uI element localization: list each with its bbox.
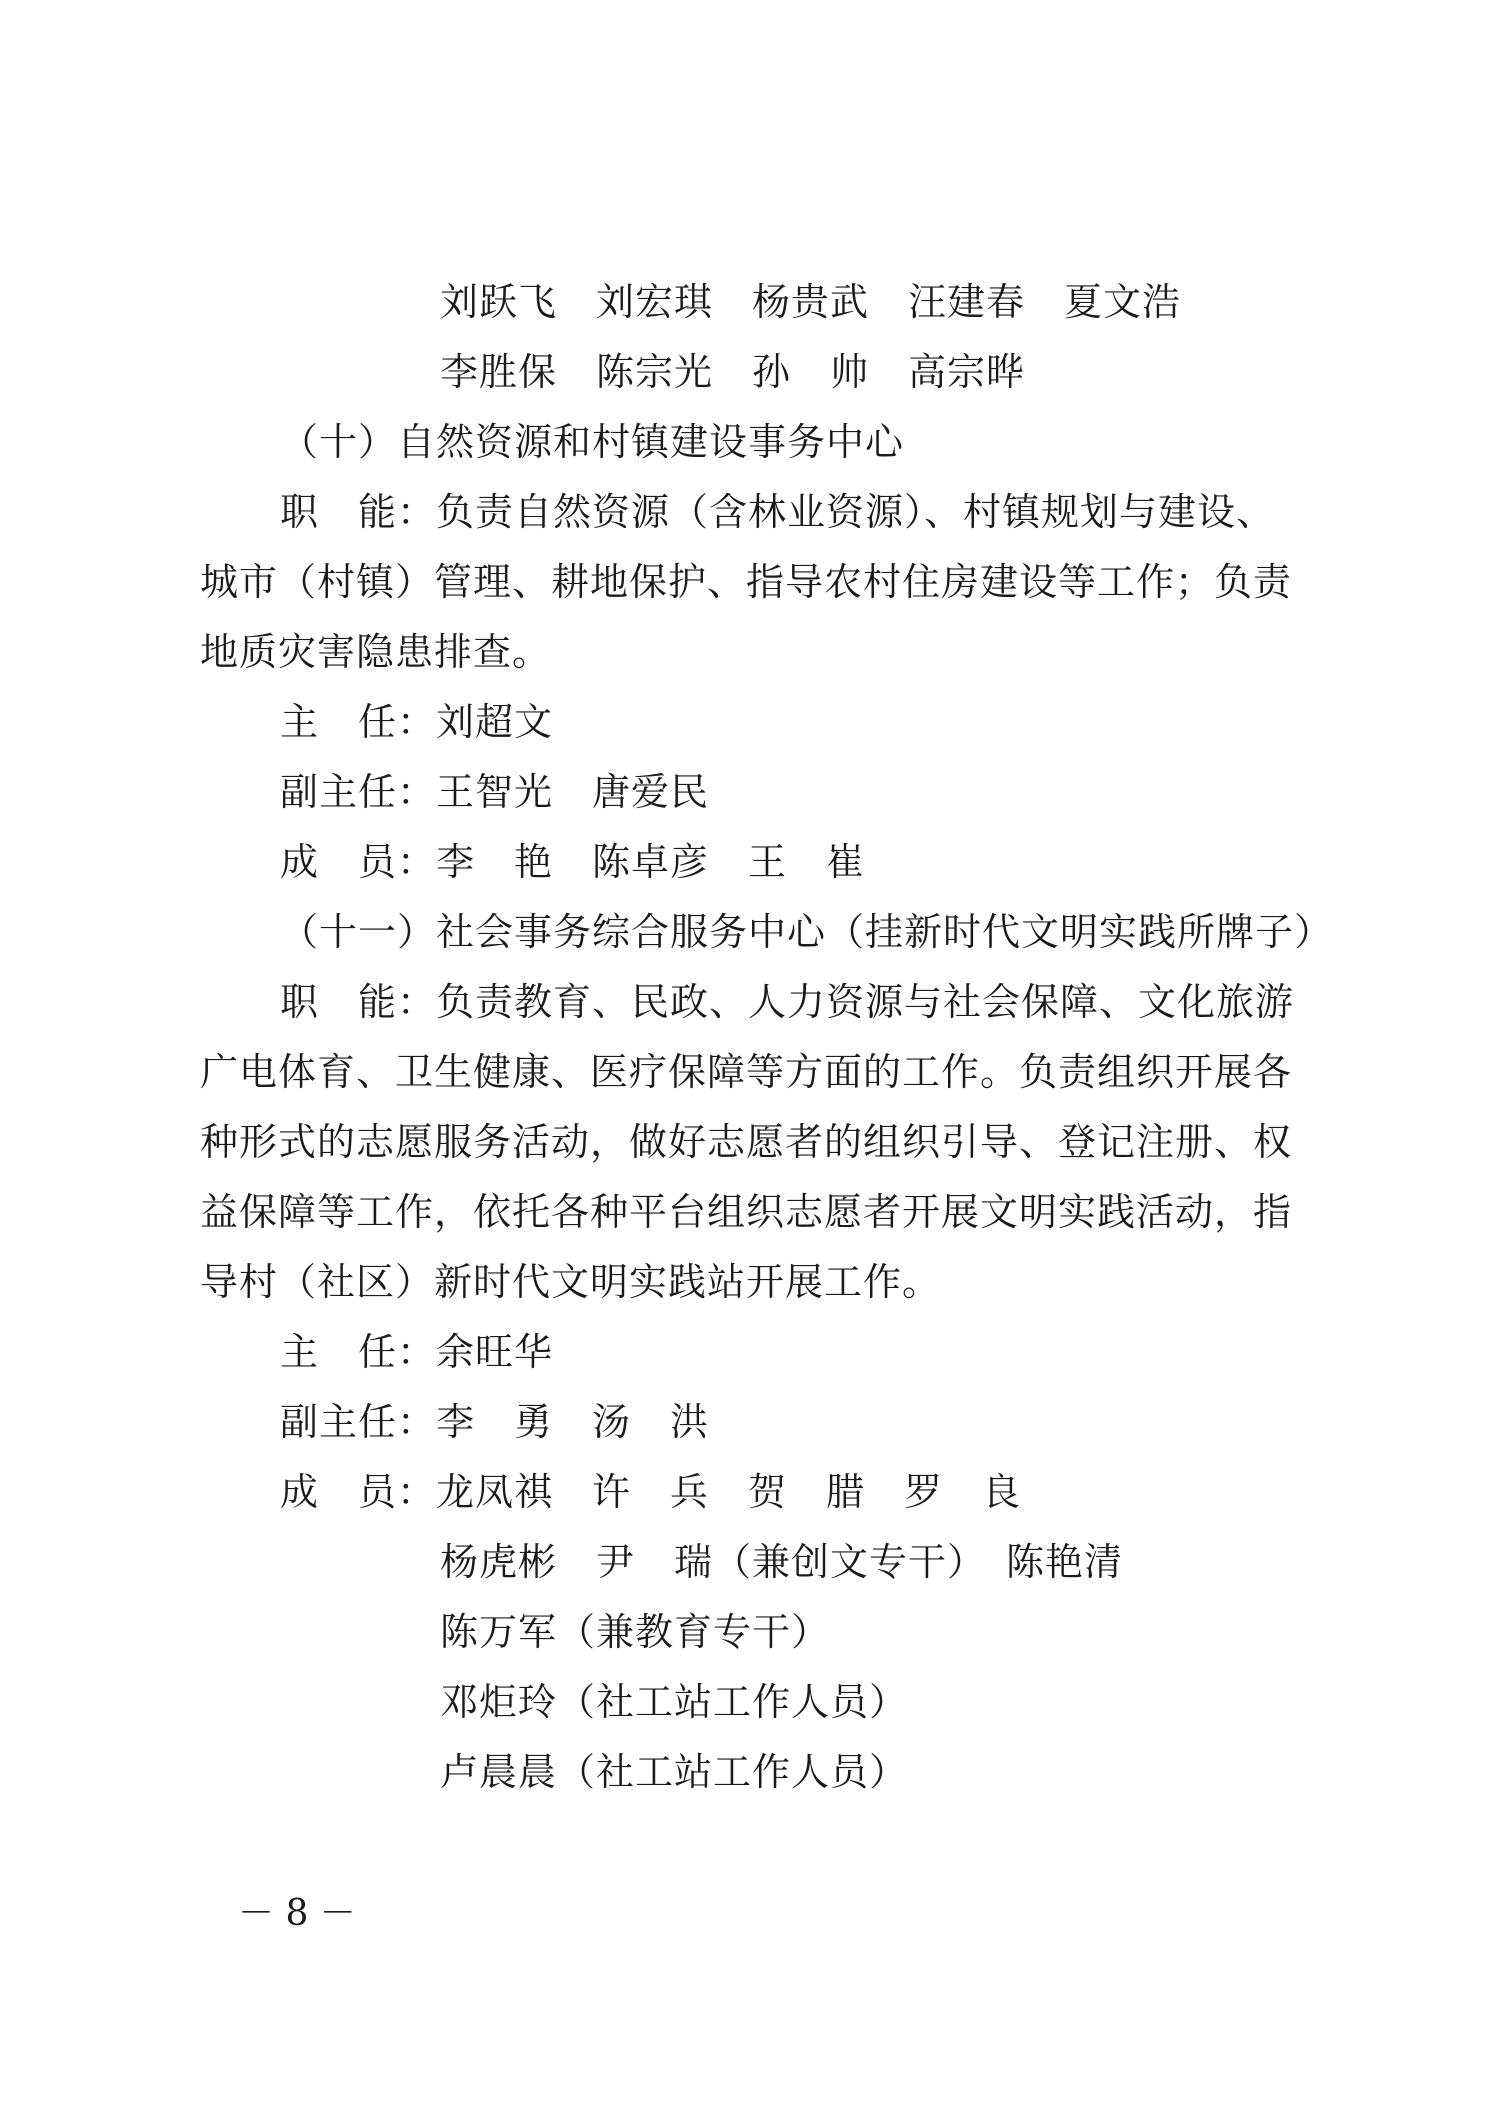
section-10-director: 主 任：刘超文	[280, 700, 554, 744]
section-11-duty-line-2: 广电体育、卫生健康、医疗保障等方面的工作。负责组织开展各	[200, 1050, 1293, 1094]
section-11-duty-line-5: 导村（社区）新时代文明实践站开展工作。	[200, 1260, 942, 1304]
members-row-1: 刘跃飞 刘宏琪 杨贵武 汪建春 夏文浩	[440, 280, 1182, 324]
section-11-members-line-3: 陈万军（兼教育专干）	[440, 1610, 831, 1654]
section-10-duty-line-1: 职 能：负责自然资源（含林业资源）、村镇规划与建设、	[280, 490, 1276, 534]
members-row-2: 李胜保 陈宗光 孙 帅 高宗晔	[440, 350, 1026, 394]
section-11-duty-line-4: 益保障等工作，依托各种平台组织志愿者开展文明实践活动，指	[200, 1190, 1293, 1234]
section-11-director: 主 任：余旺华	[280, 1330, 554, 1374]
section-11-members-line-5: 卢晨晨（社工站工作人员）	[440, 1750, 909, 1794]
section-11-members-line-2: 杨虎彬 尹 瑞（兼创文专干） 陈艳清	[440, 1540, 1124, 1584]
section-10-deputy: 副主任：王智光 唐爱民	[280, 770, 710, 814]
section-11-duty-line-3: 种形式的志愿服务活动，做好志愿者的组织引导、登记注册、权	[200, 1120, 1293, 1164]
section-10-members: 成 员：李 艳 陈卓彦 王 崔	[280, 840, 866, 884]
section-11-deputy: 副主任：李 勇 汤 洪	[280, 1400, 710, 1444]
section-11-duty-line-1: 职 能：负责教育、民政、人力资源与社会保障、文化旅游	[280, 980, 1295, 1024]
section-10-duty-line-3: 地质灾害隐患排查。	[200, 630, 552, 674]
section-11-heading: （十一）社会事务综合服务中心（挂新时代文明实践所牌子）	[280, 910, 1334, 954]
section-11-members-line-1: 成 员：龙凤祺 许 兵 贺 腊 罗 良	[280, 1470, 1022, 1514]
section-10-heading: （十）自然资源和村镇建设事务中心	[280, 420, 905, 464]
section-10-duty-line-2: 城市（村镇）管理、耕地保护、指导农村住房建设等工作；负责	[200, 560, 1293, 604]
page-number: － 8 －	[238, 1893, 356, 1934]
section-11-members-line-4: 邓炬玲（社工站工作人员）	[440, 1680, 909, 1724]
